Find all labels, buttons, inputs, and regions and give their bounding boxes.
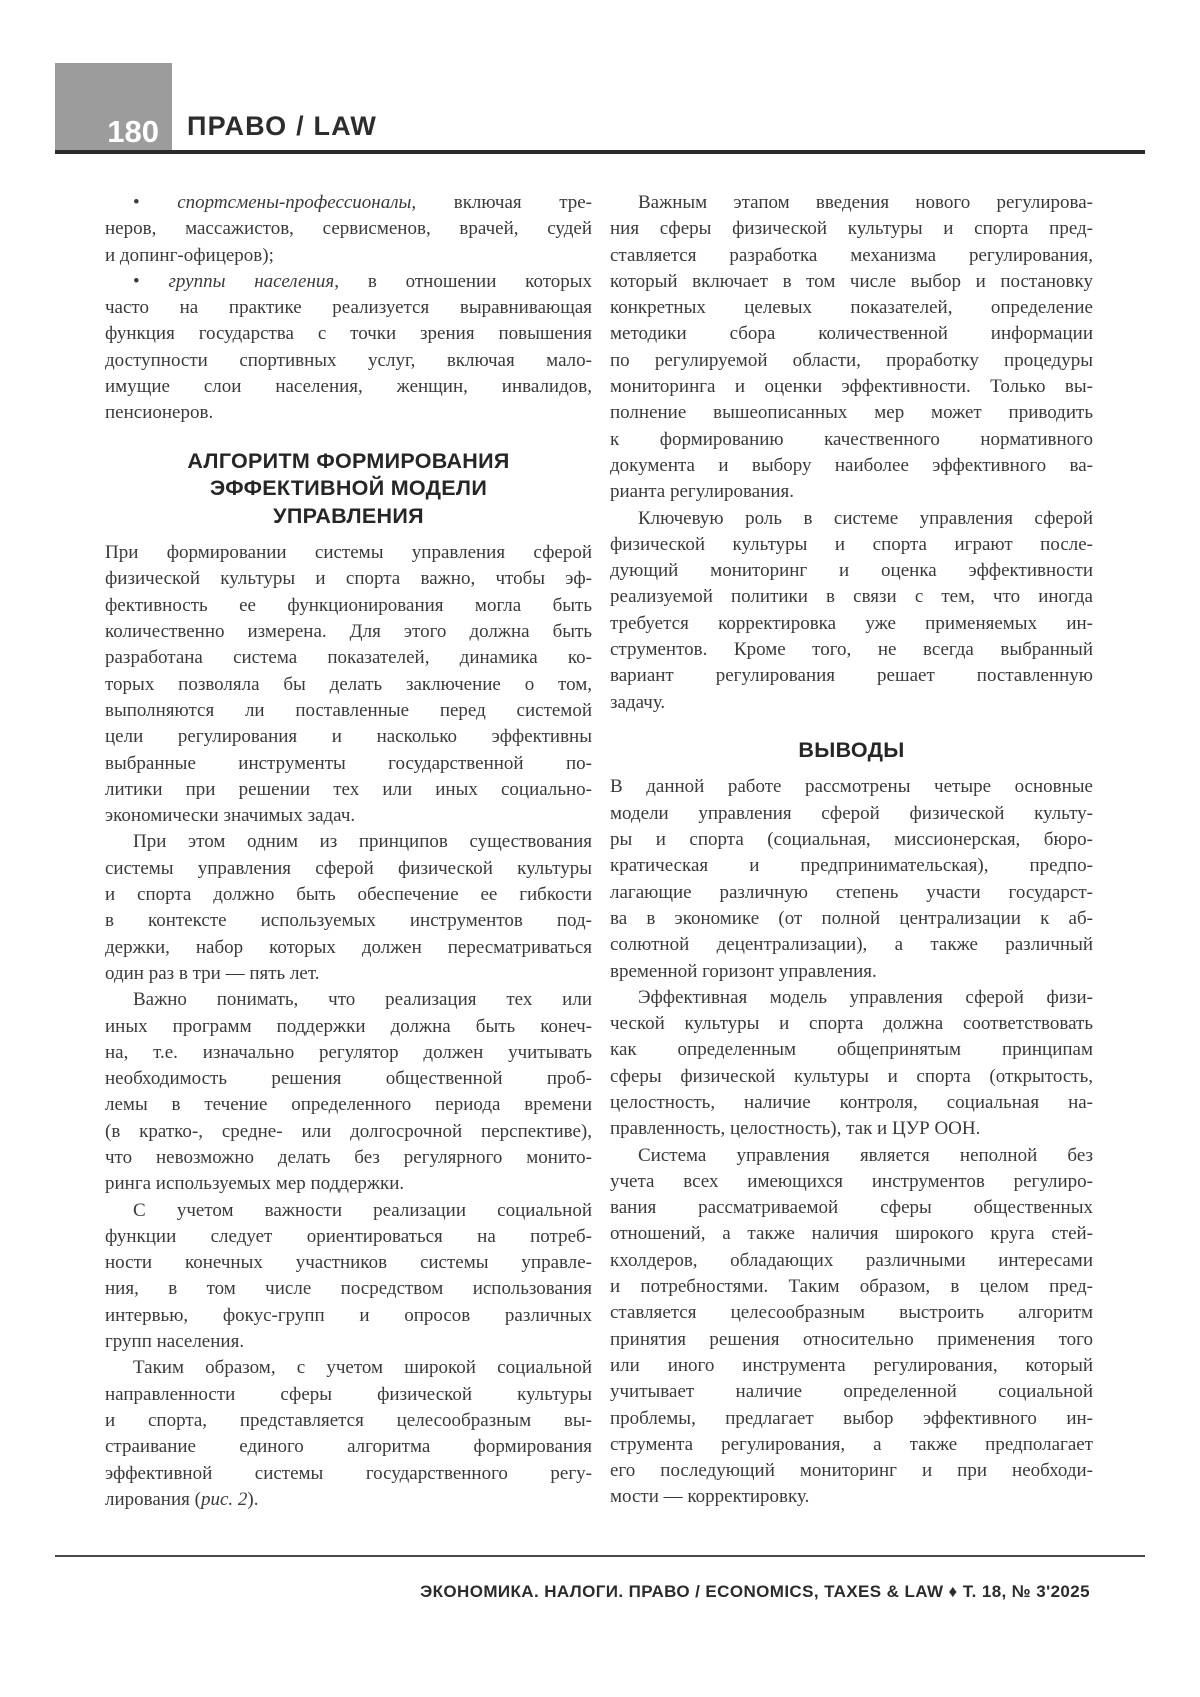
heading-line: ЭФФЕКТИВНОЙ МОДЕЛИ — [209, 476, 488, 501]
text-line: ва в экономике (от полной централизации к аб- — [610, 907, 1093, 929]
text-line: проблемы, предлагает выбор эффективного ин- — [610, 1407, 1093, 1429]
text-line: к формированию качественного нормативного — [610, 428, 1093, 450]
text-line: системы управления сферой физической культуры — [105, 857, 592, 879]
section-heading — [105, 448, 592, 531]
text-line: ринга используемых мер поддержки. — [105, 1173, 405, 1195]
text-line: Система управления является неполной без — [638, 1144, 1093, 1166]
text-line: его последующий мониторинг и при необходи- — [610, 1460, 1093, 1482]
text-line: лемы в течение определенного периода времени — [105, 1094, 592, 1116]
right-column — [610, 190, 1093, 1511]
text-line: экономически значимых задач. — [105, 805, 356, 827]
text-line: лагающие различную степень участи государст- — [610, 881, 1093, 903]
text-line: Таким образом, с учетом широкой социальной — [133, 1357, 592, 1379]
heading-line: ВЫВОДЫ — [798, 737, 905, 762]
text-line: в контексте используемых инструментов под- — [105, 910, 592, 932]
text-line: цели регулирования и насколько эффективны — [105, 726, 592, 748]
paragraph — [105, 540, 592, 829]
text-line: эффективной системы государственного регу- — [105, 1462, 592, 1484]
left-column — [105, 190, 592, 1513]
text-line: лирования (рис. 2). — [105, 1488, 259, 1510]
text-line: полнение вышеописанных мер может приводить — [610, 402, 1093, 424]
text-line: учета всех имеющихся инструментов регулиро- — [610, 1170, 1093, 1192]
text-line: страивание единого алгоритма формирования — [105, 1436, 592, 1458]
text-line: При формировании системы управления сферой — [105, 542, 592, 564]
paragraph — [610, 190, 1093, 506]
text-line: струмента регулирования, а также предполагает — [610, 1433, 1093, 1455]
paragraph — [610, 985, 1093, 1143]
text-line: и спорта должно быть обеспечение ее гибкости — [105, 884, 592, 906]
text-line: Важно понимать, что реализация тех или — [133, 989, 592, 1011]
text-line: принятия решения относительно применения того — [610, 1328, 1093, 1350]
text-line: неров, массажистов, сервисменов, врачей, судей — [105, 218, 592, 240]
text-line: солютной децентрализации), а также различный — [610, 934, 1093, 956]
paragraph — [610, 774, 1093, 984]
text-line: требуется корректировка уже применяемых ин- — [610, 612, 1093, 634]
text-line: выполняются ли поставленные перед системой — [105, 699, 592, 721]
text-line: рианта регулирования. — [610, 481, 795, 503]
text-line: необходимость решения общественной проб- — [105, 1068, 592, 1090]
text-line: Эффективная модель управления сферой физи- — [638, 986, 1093, 1008]
footer-text: ЭКОНОМИКА. НАЛОГИ. ПРАВО / ECONOMICS, TAXES & LAW ♦ Т. 18, № 3'2025 — [420, 1582, 1090, 1601]
text-line: физической культуры и спорта важно, чтобы эф- — [105, 568, 592, 590]
text-line: держки, набор которых должен пересматриваться — [105, 936, 592, 958]
page-number: 180 — [107, 114, 159, 149]
heading-line: УПРАВЛЕНИЯ — [273, 503, 424, 528]
paragraph — [105, 1198, 592, 1356]
text-line: модели управления сферой физической культу- — [610, 802, 1093, 824]
paragraph — [610, 1143, 1093, 1511]
text-line: вариант регулирования решает поставленную — [610, 665, 1093, 687]
footer-rule — [55, 1555, 1145, 1557]
text-line: • группы населения, в отношении которых — [133, 270, 593, 292]
text-line: пенсионеров. — [105, 402, 214, 424]
text-line: отношений, а также наличия широкого круга стей- — [610, 1223, 1093, 1245]
section-heading — [610, 737, 1093, 765]
text-line: ности конечных участников системы управле- — [105, 1252, 592, 1274]
section-title: ПРАВО / LAW — [187, 111, 378, 141]
text-line: Ключевую роль в системе управления сферой — [638, 507, 1093, 529]
text-line: что невозможно делать без регулярного монито- — [105, 1147, 592, 1168]
text-line: и потребностями. Таким образом, в целом пред- — [610, 1276, 1093, 1298]
text-line: иных программ поддержки должна быть конеч- — [105, 1015, 592, 1037]
text-line: и допинг-офицеров); — [105, 244, 274, 266]
text-line: • спортсмены-профессионалы, включая тре- — [133, 192, 592, 213]
text-line: фективность ее функционирования могла быть — [105, 594, 592, 616]
text-line: интервью, фокус-групп и опросов различных — [105, 1304, 592, 1326]
paragraph — [105, 1355, 592, 1513]
bullet-item — [105, 190, 592, 269]
text-line: функция государства с точки зрения повышения — [105, 323, 592, 345]
paragraph — [610, 506, 1093, 716]
text-line: и спорта, представляется целесообразным вы- — [105, 1409, 592, 1431]
text-line: доступности спортивных услуг, включая мало- — [105, 349, 592, 371]
text-line: направленности сферы физической культуры — [105, 1383, 592, 1405]
text-line: часто на практике реализуется выравнивающая — [105, 297, 592, 319]
text-line: документа и выбору наиболее эффективного ва- — [610, 454, 1093, 476]
page-number-box — [55, 63, 172, 153]
text-line: целостность, наличие контроля, социальная на- — [610, 1092, 1093, 1113]
text-line: временной горизонт управления. — [610, 960, 877, 982]
text-line: кратическая и предпринимательская), предпо- — [610, 855, 1093, 877]
text-line: по регулируемой области, проработку процедуры — [610, 349, 1093, 371]
text-line: Важным этапом введения нового регулирова- — [638, 192, 1093, 213]
text-line: струментов. Кроме того, не всегда выбранный — [610, 639, 1093, 661]
paragraph — [105, 987, 592, 1197]
text-line: функции следует ориентироваться на потреб- — [105, 1225, 592, 1247]
text-line: как определенным общепринятым принципам — [610, 1039, 1093, 1061]
text-line: мости — корректировку. — [610, 1486, 810, 1508]
text-line: ставляется разработка механизма регулирования, — [610, 244, 1093, 266]
header-rule — [55, 150, 1145, 154]
text-line: учитывает наличие определенной социальной — [610, 1381, 1093, 1403]
bullet-item — [105, 269, 592, 427]
text-line: имущие слои населения, женщин, инвалидов, — [105, 376, 592, 398]
text-line: задачу. — [610, 691, 666, 713]
text-line: При этом одним из принципов существования — [133, 831, 592, 853]
text-line: (в кратко-, средне- или долгосрочной перспективе), — [105, 1120, 592, 1142]
text-line: дующий мониторинг и оценка эффективности — [610, 560, 1093, 582]
text-line: выбранные инструменты государственной по- — [105, 752, 592, 774]
text-line: реализуемой политики в связи с тем, что иногда — [610, 586, 1093, 608]
text-line: который включает в том числе выбор и постановку — [610, 270, 1093, 292]
text-line: один раз в три — пять лет. — [105, 962, 320, 984]
paragraph — [105, 829, 592, 987]
text-line: В данной работе рассмотрены четыре основные — [610, 776, 1093, 798]
text-line: конкретных целевых показателей, определение — [610, 297, 1093, 319]
text-line: групп населения. — [105, 1331, 245, 1353]
text-line: вания рассматриваемой сферы общественных — [610, 1197, 1093, 1219]
text-line: С учетом важности реализации социальной — [133, 1199, 592, 1221]
text-line: количественно измерена. Для этого должна быть — [105, 621, 592, 643]
text-line: сферы физической культуры и спорта (открытость, — [610, 1065, 1093, 1087]
text-line: ставляется целесообразным выстроить алгоритм — [610, 1302, 1093, 1324]
text-line: ния сферы физической культуры и спорта пред- — [610, 218, 1093, 240]
text-line: разработана система показателей, динамика ко- — [105, 647, 592, 669]
text-line: торых позволяла бы делать заключение о том, — [105, 673, 592, 695]
text-line: на, т.е. изначально регулятор должен учитывать — [105, 1041, 592, 1063]
text-line: ния, в том числе посредством использования — [105, 1278, 592, 1300]
text-line: кхолдеров, обладающих различными интересами — [610, 1249, 1093, 1271]
heading-line: АЛГОРИТМ ФОРМИРОВАНИЯ — [187, 448, 510, 473]
text-line: физической культуры и спорта играют после- — [610, 533, 1093, 555]
text-line: методики сбора количественной информации — [610, 323, 1093, 345]
text-line: ческой культуры и спорта должна соответствовать — [610, 1013, 1093, 1035]
text-line: ры и спорта (социальная, миссионерская, бюро- — [610, 829, 1093, 851]
text-line: мониторинга и оценки эффективности. Только вы- — [610, 376, 1093, 398]
text-line: литики при решении тех или иных социально- — [105, 778, 592, 800]
text-line: правленность, целостность), так и ЦУР ООН. — [610, 1118, 981, 1140]
text-line: или иного инструмента регулирования, который — [610, 1354, 1093, 1376]
